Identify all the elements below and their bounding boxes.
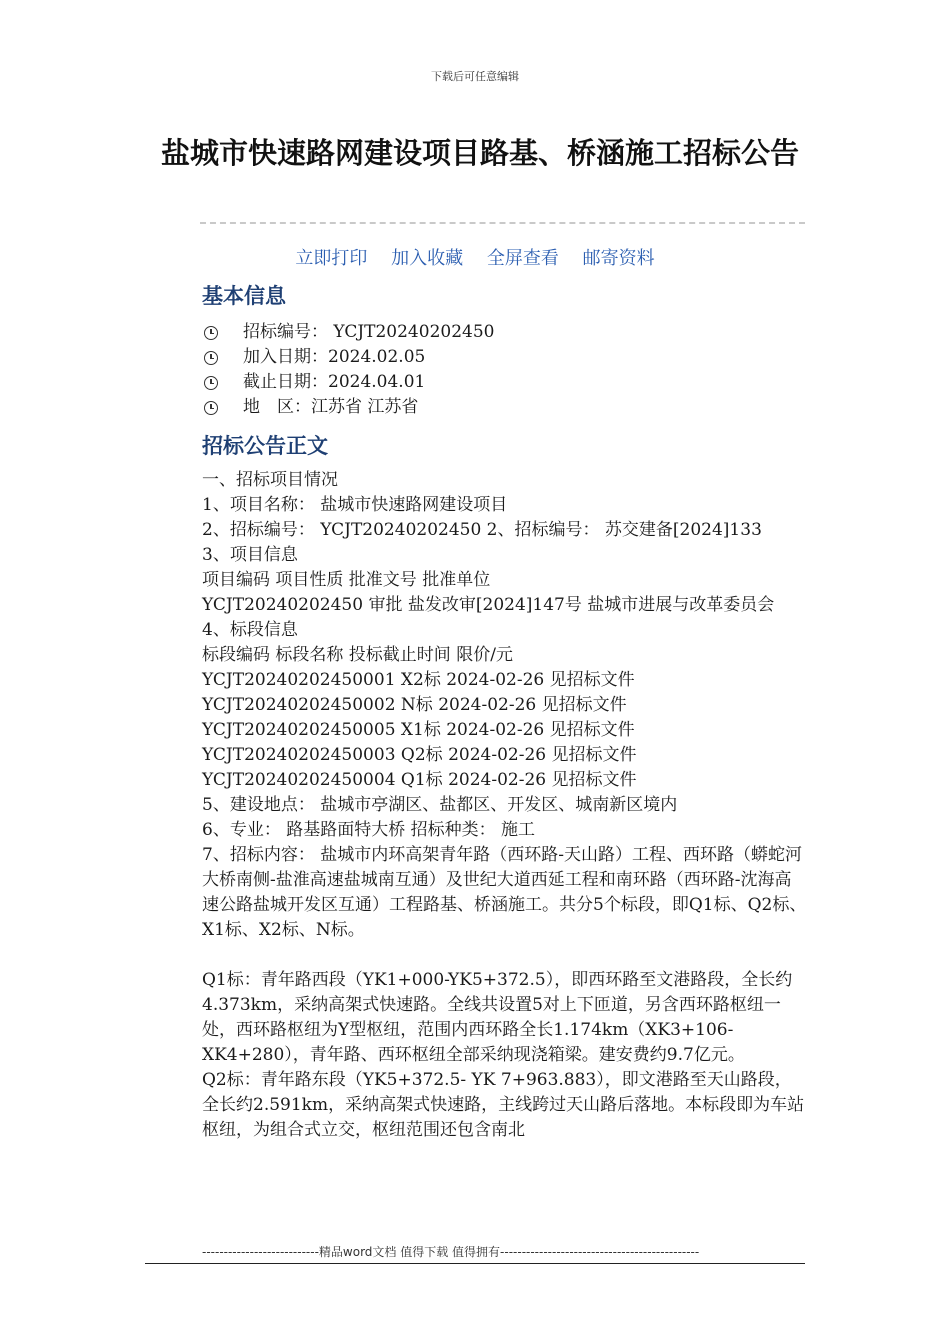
- notice-paragraph: YCJT20240202450003 Q2标 2024-02-26 见招标文件: [202, 745, 637, 765]
- print-link[interactable]: 立即打印: [295, 248, 368, 269]
- notice-paragraph: 4、标段信息: [202, 620, 298, 640]
- notice-heading: 招标公告正文: [202, 434, 328, 458]
- notice-paragraph: YCJT20240202450004 Q1标 2024-02-26 见招标文件: [202, 770, 637, 790]
- notice-paragraph: Q2标：青年路东段（YK5+372.5- YK 7+963.883），即文港路至天山路段，全长约2.591km，采纳高架式快速路，主线跨过天山路后落地。本标段即为车站枢纽，为组合式立交，枢纽范围还包含南北: [202, 1070, 805, 1140]
- notice-body: [202, 468, 807, 1143]
- fullscreen-link[interactable]: 全屏查看: [486, 248, 559, 269]
- info-item-deadline: [202, 370, 494, 395]
- notice-paragraph: Q1标：青年路西段（YK1+000-YK5+372.5），即西环路至文港路段，全长约4.373km，采纳高架式快速路。全线共设置5对上下匝道，另含西环路枢纽一处，西环路枢纽为Y型枢纽，范围内西环路全长1.174km（XK3+106-XK4+280），青年路、西环枢纽全部采纳现浇箱梁。建安费约9.7亿元。: [202, 970, 793, 1065]
- add-favorite-link[interactable]: 加入收藏: [391, 248, 464, 269]
- notice-paragraph: 3、项目信息: [202, 545, 298, 565]
- info-value: 2024.04.01: [328, 372, 426, 392]
- notice-paragraph: 2、招标编号： YCJT20240202450 2、招标编号： 苏交建备[2024]133: [202, 520, 762, 540]
- info-value: 江苏省 江苏省: [311, 397, 419, 417]
- clock-icon: [204, 401, 218, 415]
- clock-icon: [204, 351, 218, 365]
- notice-paragraph: 标段编码 标段名称 投标截止时间 限价/元: [202, 645, 513, 665]
- notice-paragraph: 5、建设地点： 盐城市亭湖区、盐都区、开发区、城南新区境内: [202, 795, 678, 815]
- basic-info-list: [202, 320, 494, 420]
- clock-icon: [204, 326, 218, 340]
- basic-info-heading: 基本信息: [202, 284, 286, 308]
- footer-text: ---------------------------精品word文档 值得下载 值得拥有----------------------------------------------: [202, 1245, 700, 1259]
- clock-icon: [204, 376, 218, 390]
- info-item-added-date: [202, 345, 494, 370]
- info-item-bid-number: [202, 320, 494, 345]
- info-label: 加入日期：: [243, 347, 328, 367]
- info-label: 招标编号：: [243, 322, 328, 342]
- notice-paragraph: 7、招标内容： 盐城市内环高架青年路（西环路-天山路）工程、西环路（蟒蛇河大桥南侧-盐淮高速盐城南互通）及世纪大道西延工程和南环路（西环路-沈海高速公路盐城开发区互通）工程路基、桥涵施工。共分5个标段，即Q1标、Q2标、X1标、X2标、N标。: [202, 845, 807, 940]
- mail-materials-link[interactable]: 邮寄资料: [582, 248, 655, 269]
- footer-divider: [145, 1263, 805, 1264]
- notice-paragraph: YCJT20240202450005 X1标 2024-02-26 见招标文件: [202, 720, 635, 740]
- info-label: 地 区：: [243, 397, 311, 417]
- info-item-region: [202, 395, 494, 420]
- notice-paragraph: 1、项目名称： 盐城市快速路网建设项目: [202, 495, 508, 515]
- info-label: 截止日期：: [243, 372, 328, 392]
- notice-paragraph: YCJT20240202450 审批 盐发改审[2024]147号 盐城市进展与改革委员会: [202, 595, 775, 615]
- notice-paragraph: 一、招标项目情况: [202, 470, 338, 490]
- notice-paragraph: YCJT20240202450001 X2标 2024-02-26 见招标文件: [202, 670, 635, 690]
- header-note: 下载后可任意编辑: [431, 70, 519, 83]
- notice-paragraph: 项目编码 项目性质 批准文号 批准单位: [202, 570, 491, 590]
- notice-paragraph: YCJT20240202450002 N标 2024-02-26 见招标文件: [202, 695, 627, 715]
- info-value: YCJT20240202450: [328, 322, 495, 342]
- title-divider: [200, 222, 805, 224]
- paragraph-spacer: [202, 943, 807, 968]
- info-value: 2024.02.05: [328, 347, 426, 367]
- action-links: [0, 244, 950, 270]
- notice-paragraph: 6、专业： 路基路面特大桥 招标种类： 施工: [202, 820, 536, 840]
- page-title: 盐城市快速路网建设项目路基、桥涵施工招标公告: [160, 136, 799, 170]
